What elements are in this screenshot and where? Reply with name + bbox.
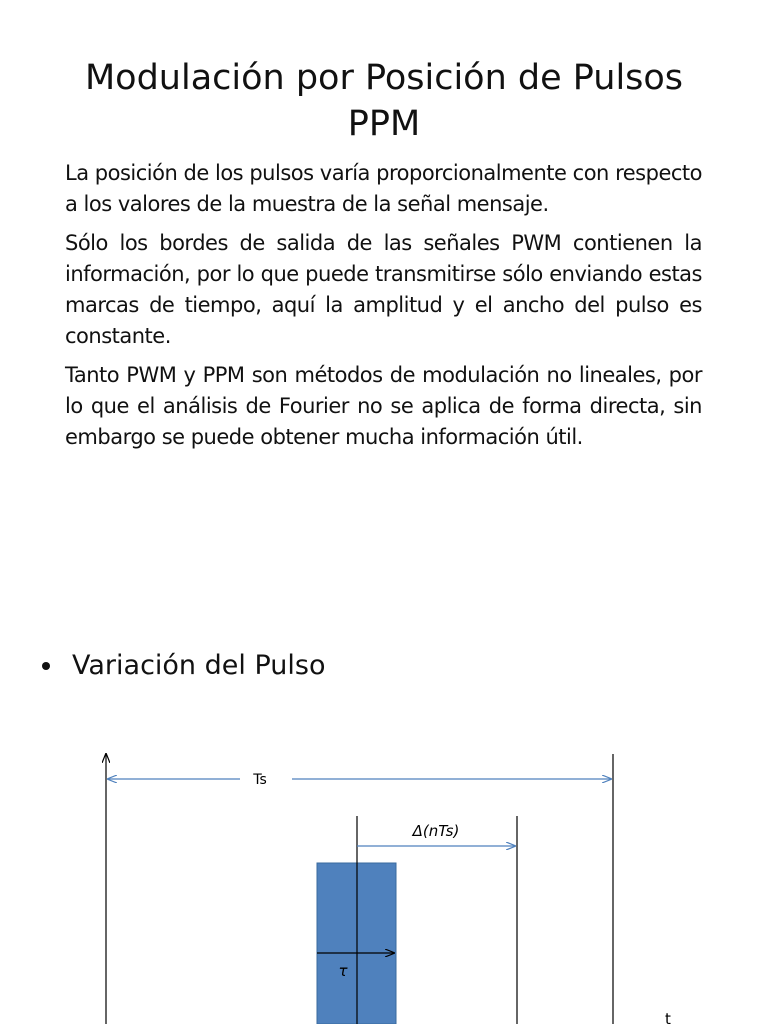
paragraph-3: Tanto PWM y PPM son métodos de modulación no lineales, por lo que el análisis de Fourier no se aplica de forma directa, sin embargo se puede obtener mucha información útil. <box>65 363 702 449</box>
delta-label: Δ(nTs) <box>412 822 460 840</box>
title-line-2: PPM <box>347 104 421 144</box>
t-axis-label: t <box>665 1010 671 1024</box>
page-title <box>40 55 728 147</box>
body-text <box>65 158 702 461</box>
bullet-item <box>42 648 325 684</box>
ts-label: Ts <box>253 772 267 788</box>
pulse-variation-diagram <box>0 740 768 1024</box>
title-line-1: Modulación por Posición de Pulsos <box>84 58 684 98</box>
paragraph-1: La posición de los pulsos varía proporcionalmente con respecto a los valores de la muestra de la señal mensaje. <box>65 161 702 216</box>
tau-label: τ <box>338 962 348 980</box>
paragraph-2: Sólo los bordes de salida de las señales PWM contienen la información, por lo que puede transmitirse sólo enviando estas marcas de tiempo, aquí la amplitud y el ancho del pulso es constante. <box>65 231 702 348</box>
bullet-dot-icon <box>42 662 50 670</box>
bullet-label: Variación del Pulso <box>72 650 326 681</box>
